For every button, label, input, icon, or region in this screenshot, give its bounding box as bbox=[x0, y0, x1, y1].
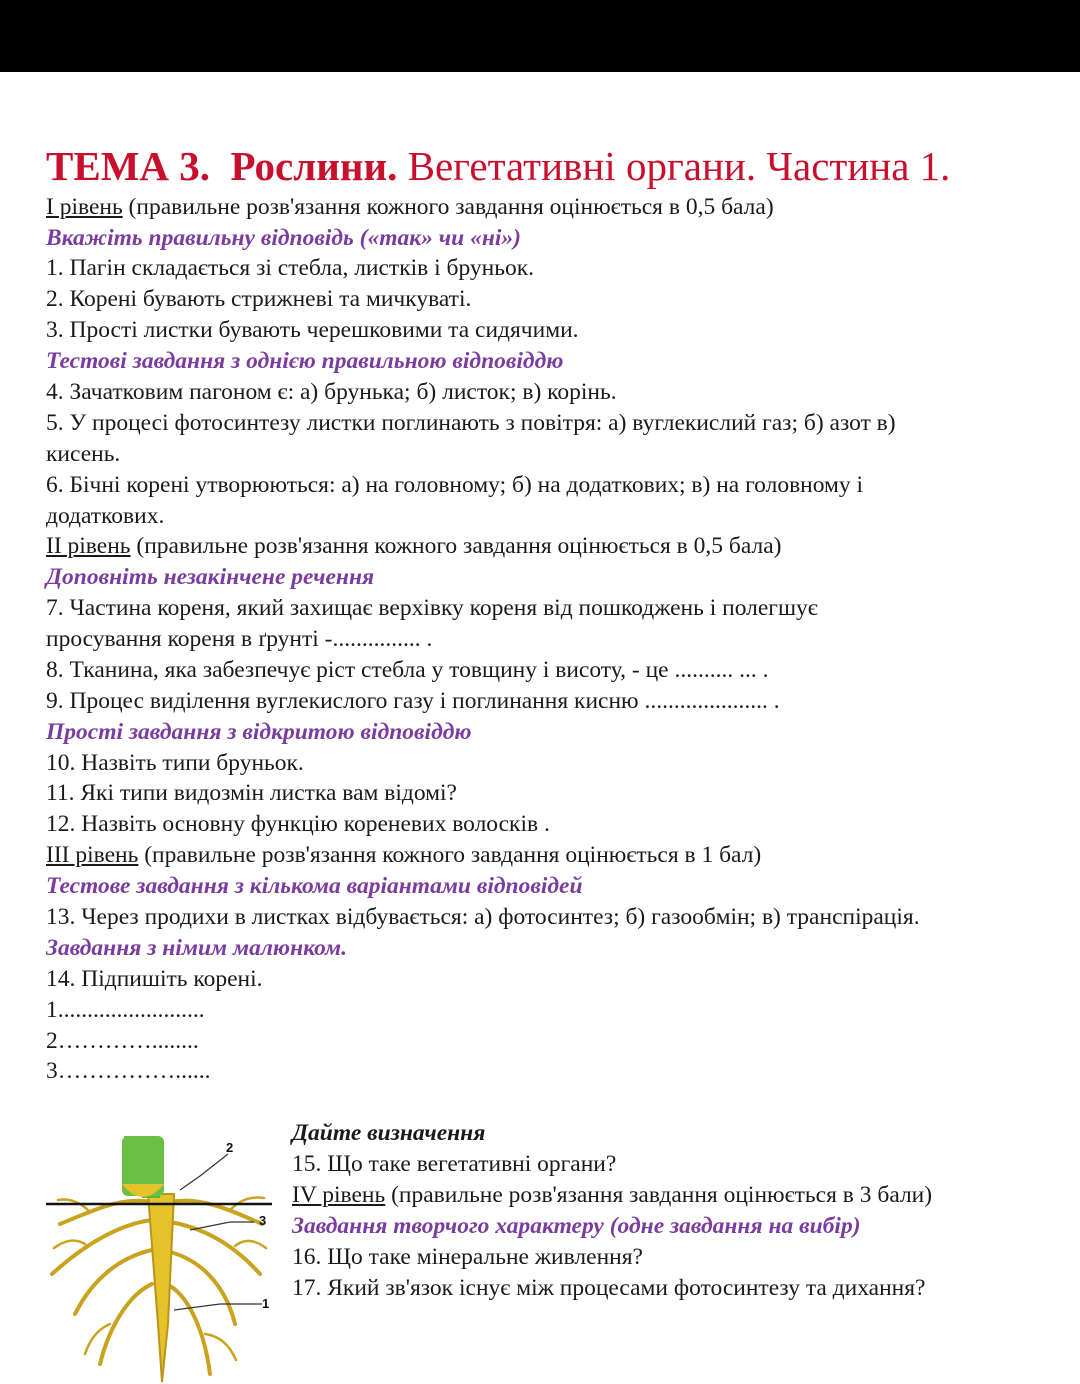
level-2-description: (правильне розв'язання кожного завдання оцінюється в 0,5 бала) bbox=[136, 533, 782, 559]
question-6-line-1: 6. Бічні корені утворюються: а) на головному; б) на додаткових; в) на головному і bbox=[46, 472, 864, 498]
question-2: 2. Корені бувають стрижневі та мичкуваті. bbox=[46, 286, 472, 312]
title-subtitle: Вегетативні органи. Частина 1. bbox=[407, 143, 951, 189]
answer-line-2: 2…………........ bbox=[46, 1028, 199, 1054]
level-2-label: II рівень bbox=[46, 533, 131, 559]
heading-yes-no: Вкажіть правильну відповідь («так» чи «ні») bbox=[46, 225, 521, 251]
question-3: 3. Прості листки бувають черешковими та сидячими. bbox=[46, 317, 579, 343]
page-title bbox=[46, 142, 950, 190]
question-13: 13. Через продихи в листках відбувається: а) фотосинтез; б) газообмін; в) транспірація. bbox=[46, 904, 920, 930]
answer-line-3: 3……………...... bbox=[46, 1058, 211, 1084]
level-1-line bbox=[46, 192, 774, 222]
level-4-description: (правильне розв'язання завдання оцінюється в 3 бали) bbox=[391, 1182, 933, 1208]
answer-line-1: 1......................... bbox=[46, 997, 205, 1023]
level-4-line bbox=[292, 1180, 932, 1210]
question-4: 4. Зачатковим пагоном є: а) брунька; б) листок; в) корінь. bbox=[46, 379, 617, 405]
root-system-illustration bbox=[40, 1124, 280, 1384]
title-topic-name: Рослини. bbox=[230, 143, 398, 189]
question-5-line-2: кисень. bbox=[46, 441, 121, 467]
heading-open-answer: Прості завдання з відкритою відповіддю bbox=[46, 719, 472, 745]
heading-complete-sentence: Доповніть незакінчене речення bbox=[46, 564, 375, 590]
level-1-description: (правильне розв'язання кожного завдання оцінюється в 0,5 бала) bbox=[128, 194, 774, 220]
question-6-line-2: додаткових. bbox=[46, 503, 165, 529]
heading-define: Дайте визначення bbox=[292, 1120, 486, 1146]
question-7-line-1: 7. Частина кореня, який захищає верхівку кореня від пошкоджень і полегшує bbox=[46, 595, 818, 621]
heading-mute-picture: Завдання з німим малюнком. bbox=[46, 935, 347, 961]
level-3-label: III рівень bbox=[46, 842, 139, 868]
heading-creative: Завдання творчого характеру (одне завдання на вибір) bbox=[292, 1213, 861, 1239]
question-14: 14. Підпишіть корені. bbox=[46, 966, 263, 992]
level-1-label: I рівень bbox=[46, 194, 123, 220]
level-4-label: IV рівень bbox=[292, 1182, 386, 1208]
question-17: 17. Який зв'язок існує між процесами фотосинтезу та дихання? bbox=[292, 1275, 926, 1301]
main-root bbox=[148, 1194, 174, 1382]
question-12: 12. Назвіть основну функцію кореневих волосків . bbox=[46, 811, 550, 837]
level-3-line bbox=[46, 840, 761, 870]
question-8: 8. Тканина, яка забезпечує ріст стебла у товщину і висоту, - це .......... ... . bbox=[46, 657, 769, 683]
figure-label-3: 3 bbox=[259, 1213, 267, 1228]
heading-single-choice: Тестові завдання з однією правильною відповіддю bbox=[46, 348, 564, 374]
question-9: 9. Процес виділення вуглекислого газу і поглинання кисню ..................... . bbox=[46, 688, 780, 714]
question-16: 16. Що таке мінеральне живлення? bbox=[292, 1244, 643, 1270]
question-7-line-2: просування кореня в ґрунті -............... . bbox=[46, 626, 433, 652]
title-topic-number: ТЕМА 3. bbox=[46, 143, 210, 189]
question-5-line-1: 5. У процесі фотосинтезу листки поглинають з повітря: а) вуглекислий газ; б) азот в) bbox=[46, 410, 896, 436]
question-1: 1. Пагін складається зі стебла, листків і бруньок. bbox=[46, 255, 535, 281]
question-15: 15. Що таке вегетативні органи? bbox=[292, 1151, 617, 1177]
level-2-line bbox=[46, 531, 781, 561]
figure-label-2: 2 bbox=[226, 1140, 234, 1155]
question-11: 11. Які типи видозмін листка вам відомі? bbox=[46, 780, 457, 806]
heading-multiple-choice: Тестове завдання з кількома варіантами відповідей bbox=[46, 873, 583, 899]
figure-label-1: 1 bbox=[262, 1296, 270, 1311]
question-10: 10. Назвіть типи бруньок. bbox=[46, 750, 304, 776]
level-3-description: (правильне розв'язання кожного завдання оцінюється в 1 бал) bbox=[144, 842, 762, 868]
top-black-bar bbox=[0, 0, 1080, 72]
